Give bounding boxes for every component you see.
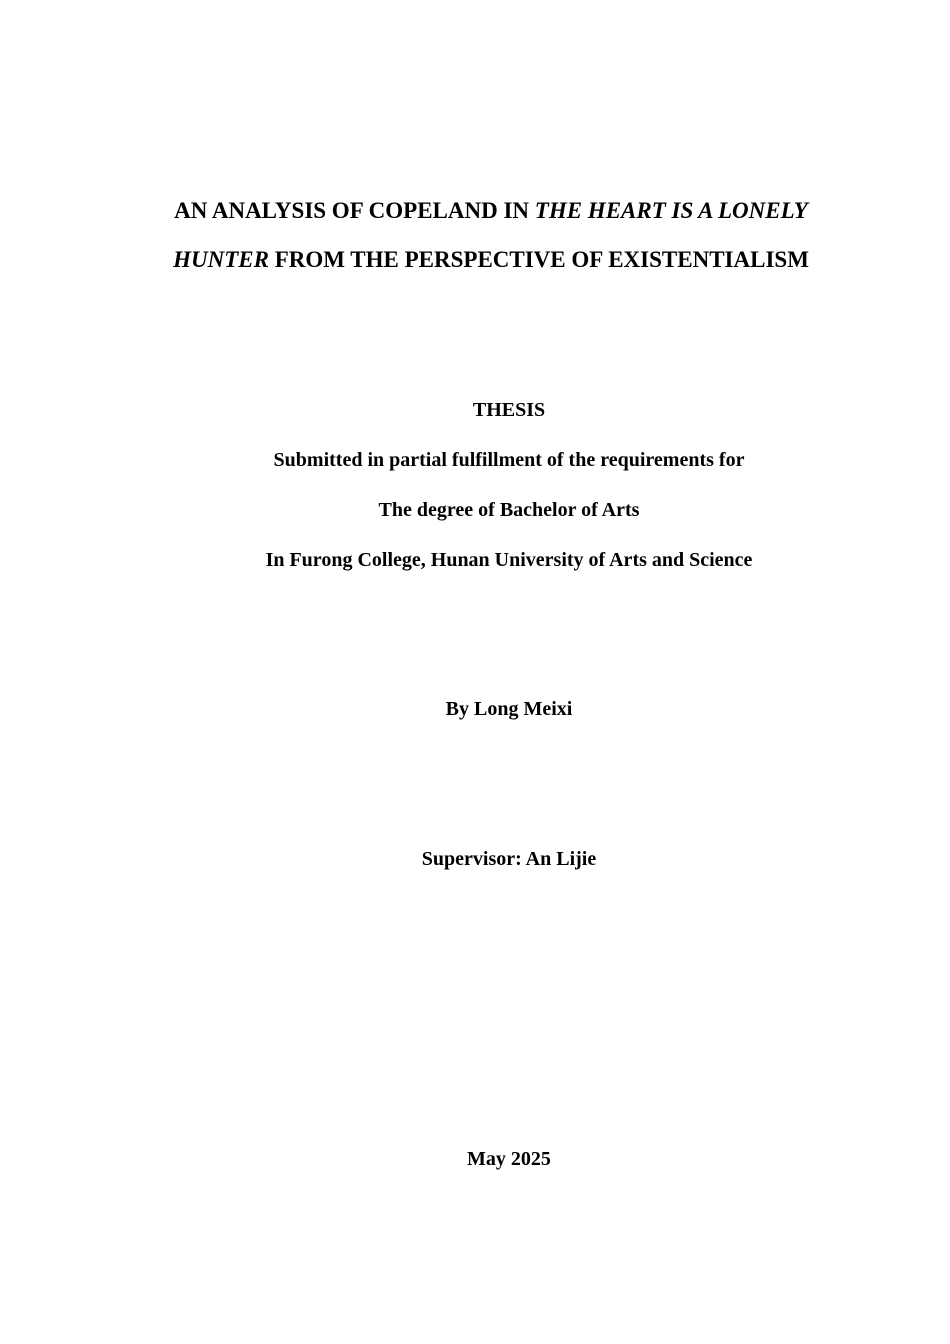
thesis-heading: THESIS — [472, 399, 546, 421]
book-title-text: THE HEART IS A LONELY — [534, 198, 808, 223]
thesis-title-line-1 — [16, 198, 950, 224]
institution-statement: In Furong College, Hunan University of Arts and Science — [265, 549, 753, 571]
thesis-title-text: FROM THE PERSPECTIVE OF EXISTENTIALISM — [268, 247, 809, 272]
date-line: May 2025 — [467, 1148, 551, 1170]
book-title-text: HUNTER — [173, 247, 269, 272]
author-line: By Long Meixi — [445, 698, 573, 720]
degree-statement: The degree of Bachelor of Arts — [378, 499, 640, 521]
supervisor-line: Supervisor: An Lijie — [421, 848, 597, 870]
submission-statement: Submitted in partial fulfillment of the requirements for — [273, 449, 745, 471]
thesis-title-text: AN ANALYSIS OF COPELAND IN — [174, 198, 535, 223]
thesis-title-line-2 — [16, 247, 950, 273]
